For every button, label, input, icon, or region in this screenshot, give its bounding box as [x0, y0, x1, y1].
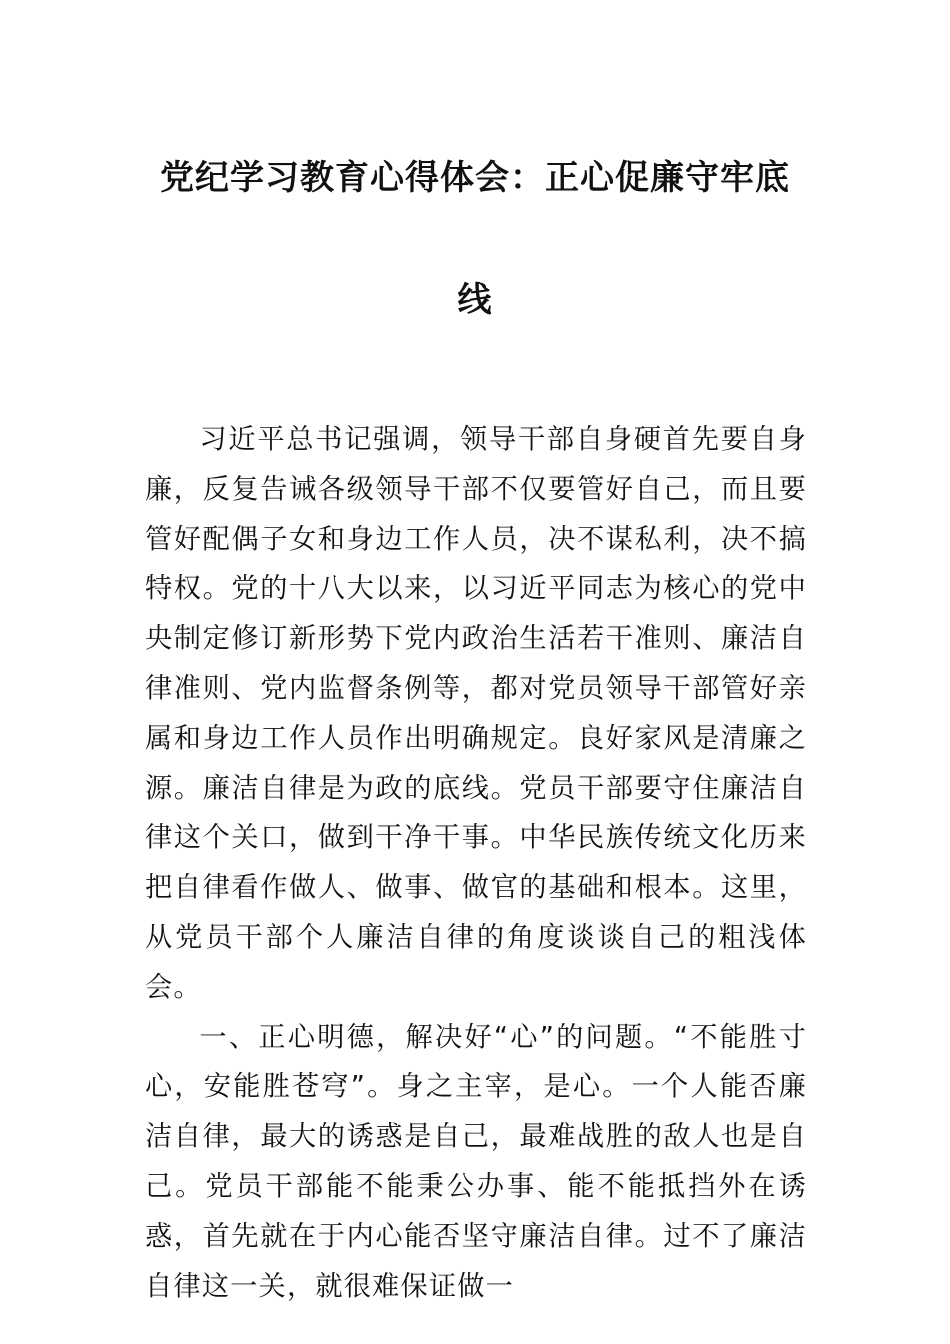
body-paragraph-2: 一、正心明德，解决好“心”的问题。“不能胜寸心，安能胜苍穹”。身之主宰，是心。一个人能否廉洁自律，最大的诱惑是自己，最难战胜的敌人也是自己。党员干部能不能秉公办事、能不能抵挡外在诱惑，首先就在于内心能否坚守廉洁自律。过不了廉洁自律这一关，就很难保证做一	[145, 1021, 807, 1302]
document-title-line-1: 党纪学习教育心得体会：正心促廉守牢底	[160, 158, 790, 198]
document-body	[145, 415, 807, 1311]
body-paragraph-1: 习近平总书记强调，领导干部自身硬首先要自身廉，反复告诫各级领导干部不仅要管好自己，而且要管好配偶子女和身边工作人员，决不谋私利，决不搞特权。党的十八大以来，以习近平同志为核心的党中央制定修订新形势下党内政治生活若干准则、廉洁自律准则、党内监督条例等，都对党员领导干部管好亲属和身边工作人员作出明确规定。良好家风是清廉之源。廉洁自律是为政的底线。党员干部要守住廉洁自律这个关口，做到干净干事。中华民族传统文化历来把自律看作做人、做事、做官的基础和根本。这里，从党员干部个人廉洁自律的角度谈谈自己的粗浅体会。	[145, 424, 807, 1003]
document-title-line-2: 线	[457, 280, 493, 320]
